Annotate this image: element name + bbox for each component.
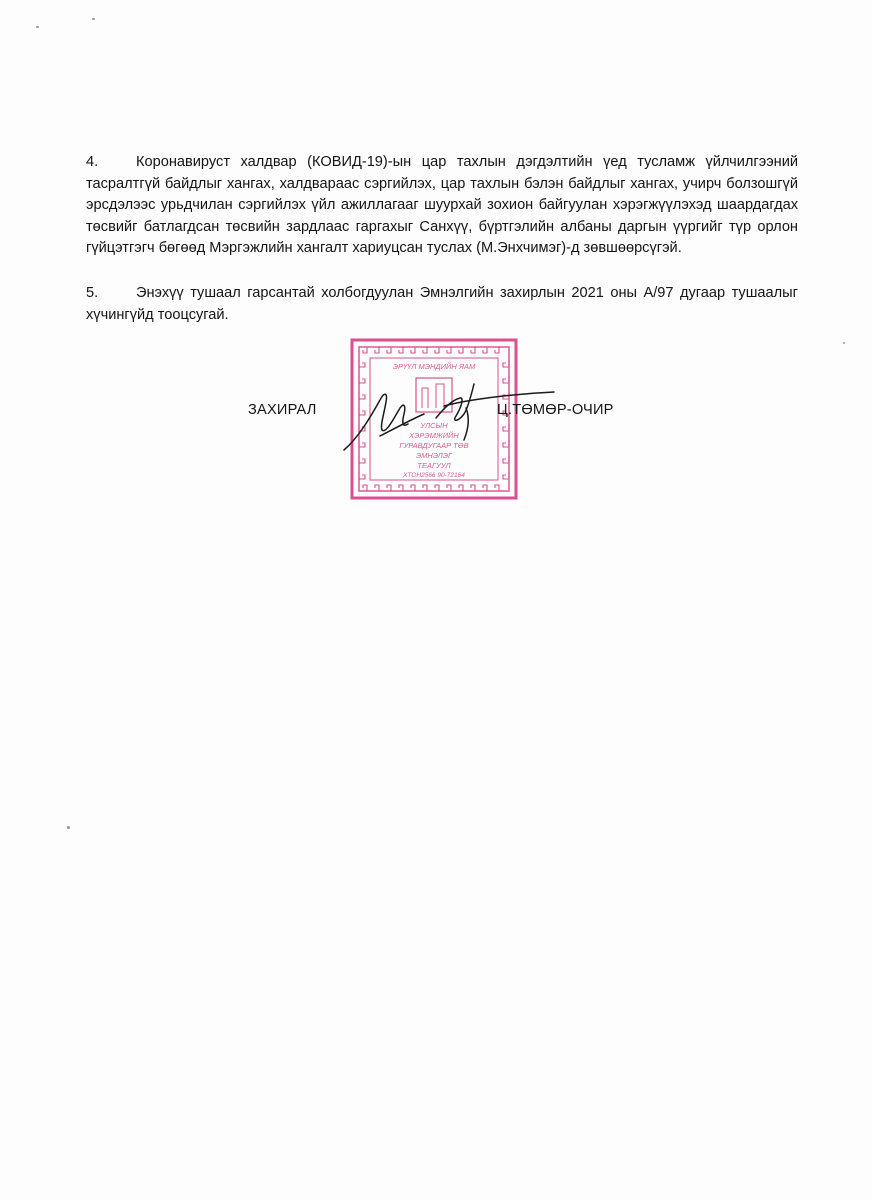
signatory-title: ЗАХИРАЛ bbox=[248, 402, 317, 418]
signatory-name: Ц.ТӨМӨР-ОЧИР bbox=[497, 402, 614, 418]
svg-text:УЛСЫН: УЛСЫН bbox=[420, 421, 448, 430]
paragraph-5-text: Энэхүү тушаал гарсантай холбогдуулан Эмнэлгийн захирлын 2021 оны А/97 дугаар тушаалыг хүчингүйд тооцсугай. bbox=[86, 285, 798, 323]
svg-text:ЭМНЭЛЭГ: ЭМНЭЛЭГ bbox=[415, 451, 453, 460]
paragraph-4 bbox=[86, 152, 798, 260]
scan-speck bbox=[36, 26, 39, 28]
svg-text:ГУРАВДУГААР ТӨВ: ГУРАВДУГААР ТӨВ bbox=[399, 441, 469, 450]
svg-text:ЭРҮҮЛ МЭНДИЙН ЯАМ: ЭРҮҮЛ МЭНДИЙН ЯАМ bbox=[392, 362, 476, 371]
svg-text:ХТОН2566 90-72164: ХТОН2566 90-72164 bbox=[403, 472, 465, 479]
paragraph-4-number: 4. bbox=[86, 154, 99, 170]
svg-text:ТЕАГУУЛ: ТЕАГУУЛ bbox=[417, 461, 451, 470]
paragraph-4-text: Коронавируст халдвар (КОВИД-19)-ын цар тахлын дэгдэлтийн үед тусламж үйлчилгээний тасралтгүй байдлыг хангах, халдвараас сэргийлэх, цар тахлын бэлэн байдлыг хангах, учирч болзошгүй эрсдэлээс урьдчилан сэргийлэх үйл ажиллагааг шуурхай зохион байгуулан хэрэгжүүлэхэд шаардагдах төсвийг батлагдсан төсвийн зардлаас гаргахыг Санхүү, бүртгэлийн албаны даргын үүргийг түр орлон гүйцэтгэгч бөгөөд Мэргэжлийн хангалт хариуцсан туслах (М.Энхчимэг)-д зөвшөөрсүгэй. bbox=[86, 154, 798, 257]
paragraph-5-number: 5. bbox=[86, 285, 99, 301]
scan-speck bbox=[92, 18, 95, 20]
scan-speck bbox=[67, 826, 70, 829]
scan-speck bbox=[843, 342, 845, 344]
paragraph-5 bbox=[86, 283, 798, 326]
handwritten-signature bbox=[340, 378, 560, 458]
svg-text:ХЭРЭМЖИЙН: ХЭРЭМЖИЙН bbox=[409, 431, 459, 440]
